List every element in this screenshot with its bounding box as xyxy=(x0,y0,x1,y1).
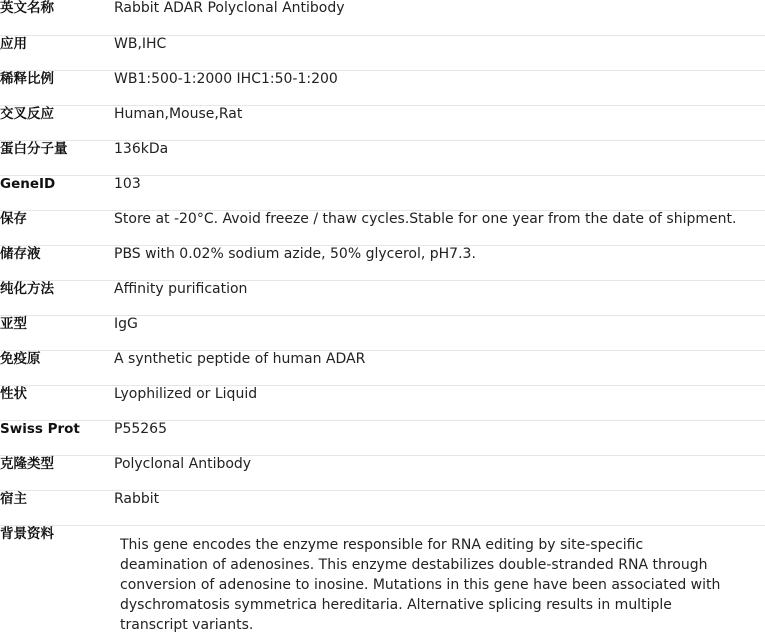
spec-value: WB1:500-1:2000 IHC1:50-1:200 xyxy=(114,70,338,87)
spec-value: Rabbit ADAR Polyclonal Antibody xyxy=(114,0,345,16)
spec-value: Rabbit xyxy=(114,490,160,507)
spec-label: 亚型 xyxy=(0,315,27,332)
spec-value: P55265 xyxy=(114,420,167,437)
spec-label: 英文名称 xyxy=(0,0,54,16)
spec-row-isotype xyxy=(0,315,765,350)
spec-value: WB,IHC xyxy=(114,35,167,52)
spec-row-english-name xyxy=(0,0,765,35)
spec-label: 纯化方法 xyxy=(0,280,54,297)
spec-row-background xyxy=(0,525,765,644)
spec-value: Human,Mouse,Rat xyxy=(114,105,243,122)
spec-label: 储存液 xyxy=(0,245,41,262)
spec-row-immunogen xyxy=(0,350,765,385)
spec-value: PBS with 0.02% sodium azide, 50% glycerol, pH7.3. xyxy=(114,245,476,262)
spec-label: 背景资料 xyxy=(0,525,54,542)
spec-value: Polyclonal Antibody xyxy=(114,455,252,472)
spec-row-clonality xyxy=(0,455,765,490)
spec-label: 性状 xyxy=(0,385,27,402)
spec-value: This gene encodes the enzyme responsible for RNA editing by site-specific deamination of adenosines. This enzyme destabilizes double-stranded RNA through conversion of adenosine to inosine. Mutations in this gene have been associated with dyschromatosis symmetrica hereditaria. Alternative splicing results in multiple transcript variants. xyxy=(120,536,721,633)
spec-label: 免疫原 xyxy=(0,350,41,367)
spec-value: 136kDa xyxy=(114,140,169,157)
spec-row-buffer xyxy=(0,245,765,280)
spec-value: Store at -20°C. Avoid freeze / thaw cycles.Stable for one year from the date of shipment. xyxy=(114,210,737,227)
spec-label: 保存 xyxy=(0,210,27,227)
spec-label: 宿主 xyxy=(0,490,27,507)
spec-label: Swiss Prot xyxy=(0,420,80,437)
spec-value: Affinity purification xyxy=(114,280,248,297)
spec-row-host xyxy=(0,490,765,525)
spec-label: 稀释比例 xyxy=(0,70,54,87)
spec-label: GeneID xyxy=(0,175,56,192)
spec-label: 克隆类型 xyxy=(0,455,54,472)
spec-row-storage xyxy=(0,210,765,245)
spec-row-swiss-prot xyxy=(0,420,765,455)
spec-value: IgG xyxy=(114,315,138,332)
spec-value: 103 xyxy=(114,175,141,192)
spec-label: 蛋白分子量 xyxy=(0,140,68,157)
spec-row-purification xyxy=(0,280,765,315)
spec-label: 交叉反应 xyxy=(0,105,54,122)
spec-value: Lyophilized or Liquid xyxy=(114,385,258,402)
spec-row-cross-reactivity xyxy=(0,105,765,140)
spec-label: 应用 xyxy=(0,35,27,52)
spec-row-form xyxy=(0,385,765,420)
spec-row-molecular-weight xyxy=(0,140,765,175)
spec-value: A synthetic peptide of human ADAR xyxy=(114,350,366,367)
spec-row-gene-id xyxy=(0,175,765,210)
spec-row-dilution xyxy=(0,70,765,105)
spec-row-application xyxy=(0,35,765,70)
